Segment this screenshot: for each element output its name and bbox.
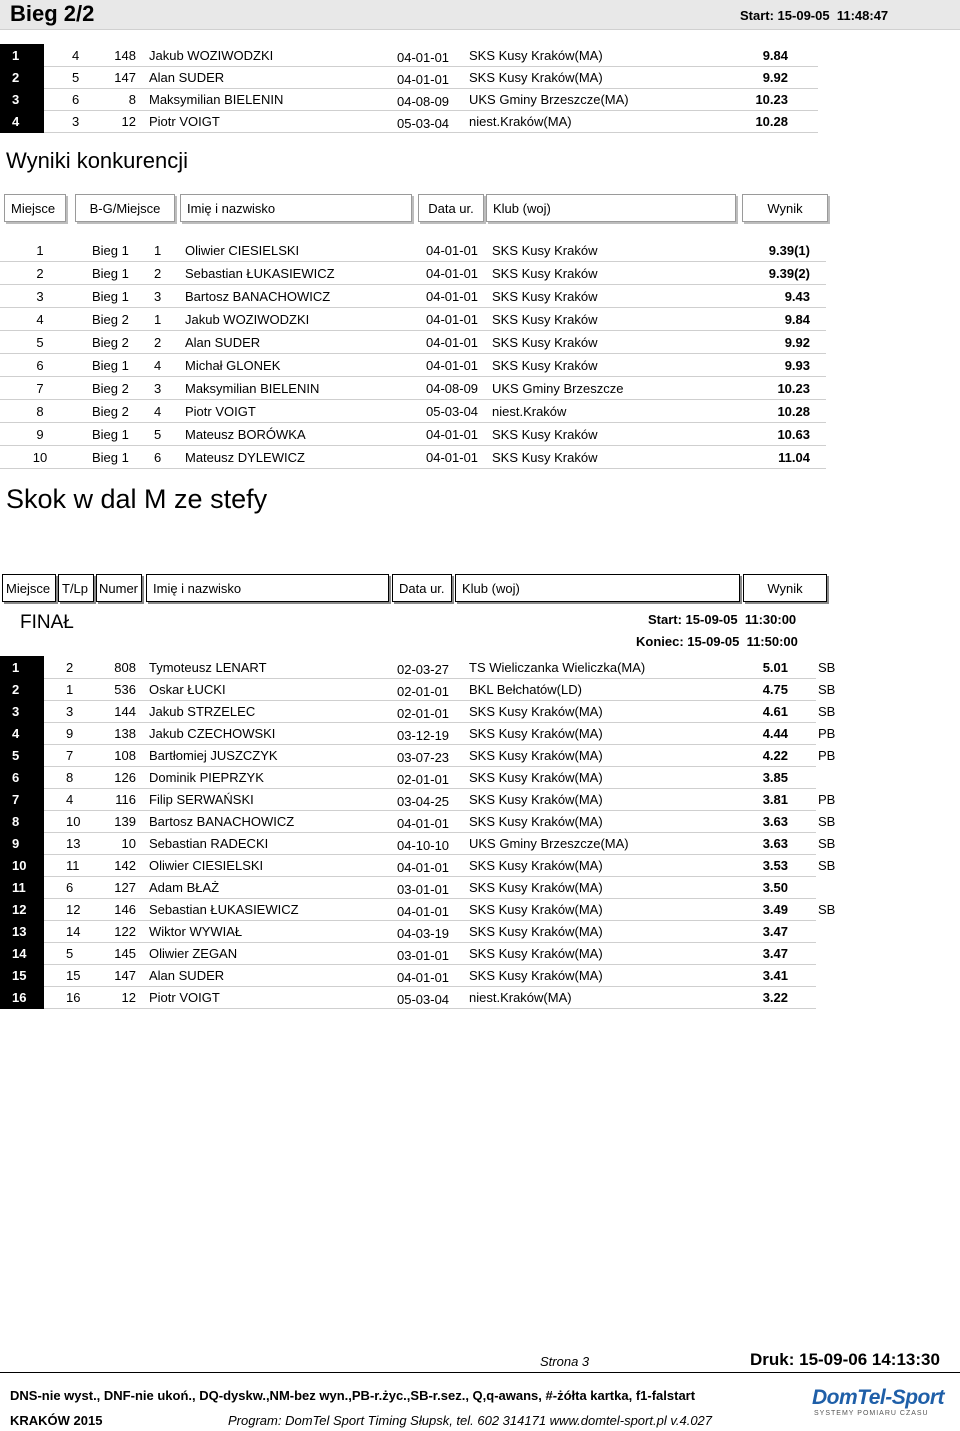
- record-note-cell: SB: [818, 858, 836, 873]
- col-header-club: Klub (woj): [486, 194, 736, 222]
- lj-header-club: Klub (woj): [455, 574, 740, 602]
- place-cell: 1: [36, 243, 44, 258]
- table-row: [0, 876, 816, 899]
- result-cell: 10.28: [755, 114, 788, 129]
- bib-cell: 139: [114, 814, 136, 829]
- dob-cell: 04-01-01: [397, 72, 450, 87]
- club-cell: SKS Kusy Kraków: [492, 358, 598, 373]
- dob-cell: 03-01-01: [397, 948, 450, 963]
- place-cell: 16: [0, 986, 44, 1009]
- club-cell: SKS Kusy Kraków: [492, 266, 598, 281]
- table-row: [0, 262, 826, 285]
- lj-header-number: Numer: [96, 574, 142, 602]
- lj-start-time: 11:30:00: [744, 612, 797, 627]
- heat-cell: Bieg 1: [92, 289, 129, 304]
- event-location: KRAKÓW 2015: [10, 1413, 103, 1428]
- club-cell: SKS Kusy Kraków: [492, 243, 598, 258]
- lane-cell: 6: [72, 92, 80, 107]
- name-cell: Dominik PIEPRZYK: [149, 770, 264, 785]
- result-cell: 4.61: [762, 704, 788, 719]
- heat-cell: Bieg 1: [92, 358, 129, 373]
- place-cell: 7: [0, 788, 44, 811]
- result-cell: 4.44: [762, 726, 788, 741]
- record-note-cell: SB: [818, 902, 836, 917]
- table-row: [0, 656, 836, 679]
- place-cell: 10: [0, 854, 44, 877]
- name-cell: Bartłomiej JUSZCZYK: [149, 748, 278, 763]
- club-cell: SKS Kusy Kraków(MA): [469, 946, 603, 961]
- heat-place-cell: 3: [154, 289, 162, 304]
- tlp-cell: 10: [66, 814, 81, 829]
- club-cell: SKS Kusy Kraków: [492, 450, 598, 465]
- dob-cell: 05-03-04: [426, 404, 479, 419]
- result-cell: 10.23: [777, 381, 810, 396]
- club-cell: SKS Kusy Kraków: [492, 289, 598, 304]
- place-cell: 1: [0, 656, 44, 679]
- dob-cell: 03-07-23: [397, 750, 450, 765]
- club-cell: niest.Kraków: [492, 404, 567, 419]
- bib-cell: 147: [114, 968, 136, 983]
- final-label: FINAŁ: [20, 612, 74, 633]
- heat-place-cell: 2: [154, 335, 162, 350]
- lj-start: [648, 612, 796, 627]
- result-cell: 3.81: [762, 792, 788, 807]
- table-row: [0, 354, 826, 377]
- result-cell: 3.47: [762, 946, 788, 961]
- place-cell: 3: [36, 289, 44, 304]
- dob-cell: 04-01-01: [426, 335, 479, 350]
- club-cell: niest.Kraków(MA): [469, 990, 572, 1005]
- name-cell: Bartosz BANACHOWICZ: [149, 814, 295, 829]
- result-cell: 4.75: [762, 682, 788, 697]
- record-note-cell: SB: [818, 836, 836, 851]
- name-cell: Alan SUDER: [185, 335, 261, 350]
- lane-cell: 5: [72, 70, 80, 85]
- dob-cell: 04-01-01: [426, 450, 479, 465]
- place-cell: 15: [0, 964, 44, 987]
- heat-start: [740, 8, 888, 23]
- record-note-cell: SB: [818, 660, 836, 675]
- name-cell: Piotr VOIGT: [149, 114, 220, 129]
- domtel-logo: [812, 1386, 952, 1426]
- result-cell: 9.93: [784, 358, 810, 373]
- bib-cell: 122: [114, 924, 136, 939]
- club-cell: SKS Kusy Kraków: [492, 427, 598, 442]
- name-cell: Maksymilian BIELENIN: [185, 381, 320, 396]
- lj-start-label: Start: 15-09-05: [648, 612, 738, 627]
- table-row: [0, 88, 818, 111]
- bib-cell: 12: [121, 114, 136, 129]
- bib-cell: 116: [115, 792, 136, 807]
- lj-header-tlp: T/Lp: [58, 574, 94, 602]
- club-cell: SKS Kusy Kraków(MA): [469, 902, 603, 917]
- place-cell: 5: [0, 744, 44, 767]
- club-cell: BKL Bełchatów(LD): [469, 682, 582, 697]
- name-cell: Adam BŁAŻ: [149, 880, 220, 895]
- record-note-cell: SB: [818, 682, 836, 697]
- print-date: Druk: 15-09-06 14:13:30: [750, 1350, 940, 1369]
- program-info: Program: DomTel Sport Timing Słupsk, tel. 602 314171 www.domtel-sport.pl v.4.027: [228, 1413, 713, 1428]
- result-cell: 10.63: [777, 427, 810, 442]
- lj-end-label: Koniec: 15-09-05: [636, 634, 740, 649]
- club-cell: UKS Gminy Brzeszcze: [492, 381, 624, 396]
- result-cell: 10.23: [755, 92, 788, 107]
- result-cell: 11.04: [778, 450, 810, 465]
- result-cell: 3.41: [762, 968, 788, 983]
- legend-text: DNS-nie wyst., DNF-nie ukoń., DQ-dyskw.,NM-bez wyn.,PB-r.życ.,SB-r.sez., Q,q-awans, #-żółta kartka, f1-falstart: [10, 1388, 696, 1403]
- bib-cell: 146: [114, 902, 136, 917]
- club-cell: UKS Gminy Brzeszcze(MA): [469, 836, 629, 851]
- lj-header-result: Wynik: [743, 574, 827, 602]
- result-cell: 10.28: [777, 404, 810, 419]
- name-cell: Jakub WOZIWODZKI: [149, 48, 274, 63]
- club-cell: SKS Kusy Kraków(MA): [469, 924, 603, 939]
- result-cell: 9.43: [784, 289, 810, 304]
- tlp-cell: 5: [66, 946, 74, 961]
- dob-cell: 05-03-04: [397, 992, 450, 1007]
- dob-cell: 02-01-01: [397, 772, 450, 787]
- table-row: [0, 722, 836, 745]
- name-cell: Piotr VOIGT: [185, 404, 256, 419]
- tlp-cell: 11: [66, 858, 80, 873]
- result-cell: 5.01: [762, 660, 788, 675]
- heat-cell: Bieg 1: [92, 427, 129, 442]
- dob-cell: 04-01-01: [426, 243, 479, 258]
- name-cell: Wiktor WYWIAŁ: [149, 924, 243, 939]
- place-cell: 6: [0, 766, 44, 789]
- heat-cell: Bieg 1: [92, 266, 129, 281]
- lj-header-place: Miejsce: [2, 574, 56, 602]
- tlp-cell: 4: [66, 792, 74, 807]
- logo-sub-text: SYSTEMY POMIARU CZASU: [814, 1410, 929, 1417]
- table-row: [0, 920, 816, 943]
- result-cell: 3.49: [762, 902, 788, 917]
- table-row: [0, 423, 826, 446]
- dob-cell: 04-01-01: [426, 289, 479, 304]
- name-cell: Maksymilian BIELENIN: [149, 92, 284, 107]
- tlp-cell: 1: [66, 682, 74, 697]
- place-cell: 11: [0, 876, 44, 899]
- tlp-cell: 9: [66, 726, 74, 741]
- result-cell: 3.63: [762, 836, 788, 851]
- name-cell: Piotr VOIGT: [149, 990, 220, 1005]
- result-cell: 4.22: [762, 748, 788, 763]
- result-cell: 3.53: [762, 858, 788, 873]
- name-cell: Tymoteusz LENART: [149, 660, 267, 675]
- place-cell: 5: [36, 335, 44, 350]
- result-cell: 3.50: [762, 880, 788, 895]
- club-cell: SKS Kusy Kraków(MA): [469, 792, 603, 807]
- record-note-cell: SB: [818, 704, 836, 719]
- name-cell: Mateusz BORÓWKA: [185, 427, 306, 442]
- club-cell: SKS Kusy Kraków(MA): [469, 748, 603, 763]
- heat-cell: Bieg 2: [92, 312, 129, 327]
- place-cell: 1: [0, 44, 44, 67]
- place-cell: 2: [0, 678, 44, 701]
- heat-cell: Bieg 2: [92, 335, 129, 350]
- table-row: [0, 285, 826, 308]
- place-cell: 14: [0, 942, 44, 965]
- dob-cell: 04-08-09: [426, 381, 479, 396]
- table-row: [0, 744, 836, 767]
- place-cell: 3: [0, 700, 44, 723]
- lj-header-dob: Data ur.: [392, 574, 452, 602]
- bib-cell: 808: [114, 660, 136, 675]
- heat-cell: Bieg 2: [92, 404, 129, 419]
- heat-place-cell: 6: [154, 450, 162, 465]
- place-cell: 8: [0, 810, 44, 833]
- dob-cell: 04-10-10: [397, 838, 450, 853]
- bib-cell: 536: [114, 682, 136, 697]
- heat-place-cell: 4: [154, 358, 162, 373]
- table-row: [0, 446, 826, 469]
- table-row: [0, 66, 818, 89]
- table-row: [0, 766, 816, 789]
- club-cell: SKS Kusy Kraków(MA): [469, 858, 603, 873]
- heat-place-cell: 1: [154, 312, 162, 327]
- dob-cell: 03-04-25: [397, 794, 450, 809]
- place-cell: 12: [0, 898, 44, 921]
- tlp-cell: 6: [66, 880, 74, 895]
- name-cell: Jakub CZECHOWSKI: [149, 726, 276, 741]
- name-cell: Sebastian RADECKI: [149, 836, 269, 851]
- place-cell: 10: [32, 450, 48, 465]
- table-row: [0, 986, 816, 1009]
- table-row: [0, 788, 836, 811]
- lane-cell: 4: [72, 48, 80, 63]
- table-row: [0, 239, 826, 262]
- name-cell: Sebastian ŁUKASIEWICZ: [185, 266, 335, 281]
- dob-cell: 03-12-19: [397, 728, 450, 743]
- name-cell: Oliwier ZEGAN: [149, 946, 238, 961]
- heat-place-cell: 4: [154, 404, 162, 419]
- club-cell: SKS Kusy Kraków(MA): [469, 814, 603, 829]
- heat-cell: Bieg 1: [92, 243, 129, 258]
- heat-place-cell: 2: [154, 266, 162, 281]
- bib-cell: 142: [114, 858, 136, 873]
- logo-main-text: DomTel-Sport: [812, 1386, 945, 1409]
- name-cell: Alan SUDER: [149, 968, 225, 983]
- result-cell: 3.47: [762, 924, 788, 939]
- club-cell: SKS Kusy Kraków(MA): [469, 70, 603, 85]
- dob-cell: 02-03-27: [397, 662, 450, 677]
- place-cell: 6: [36, 358, 44, 373]
- bib-cell: 148: [114, 48, 136, 63]
- name-cell: Jakub STRZELEC: [149, 704, 256, 719]
- result-cell: 3.63: [762, 814, 788, 829]
- heat-cell: Bieg 2: [92, 381, 129, 396]
- event-title: Skok w dal M ze stefy: [6, 484, 268, 514]
- page-header: [0, 0, 960, 30]
- result-cell: 9.92: [784, 335, 810, 350]
- name-cell: Mateusz DYLEWICZ: [185, 450, 305, 465]
- table-row: [0, 964, 816, 987]
- place-cell: 9: [36, 427, 44, 442]
- place-cell: 2: [0, 66, 44, 89]
- footer-rule: [0, 1372, 960, 1373]
- bib-cell: 126: [114, 770, 136, 785]
- dob-cell: 02-01-01: [397, 706, 450, 721]
- name-cell: Alan SUDER: [149, 70, 225, 85]
- heat-place-cell: 3: [154, 381, 162, 396]
- result-cell: 9.39(2): [768, 266, 810, 281]
- name-cell: Bartosz BANACHOWICZ: [185, 289, 331, 304]
- page-title: Bieg 2/2: [10, 1, 95, 26]
- club-cell: SKS Kusy Kraków(MA): [469, 770, 603, 785]
- club-cell: TS Wieliczanka Wieliczka(MA): [469, 660, 646, 675]
- result-cell: 3.22: [762, 990, 788, 1005]
- bib-cell: 145: [114, 946, 136, 961]
- place-cell: 8: [36, 404, 44, 419]
- dob-cell: 04-01-01: [397, 50, 450, 65]
- dob-cell: 04-01-01: [397, 970, 450, 985]
- bib-cell: 8: [128, 92, 136, 107]
- place-cell: 2: [36, 266, 44, 281]
- table-row: [0, 810, 836, 833]
- lane-cell: 3: [72, 114, 80, 129]
- bib-cell: 108: [114, 748, 136, 763]
- result-cell: 9.84: [784, 312, 810, 327]
- heat-start-time: 11:48:47: [836, 8, 889, 23]
- table-row: [0, 308, 826, 331]
- dob-cell: 05-03-04: [397, 116, 450, 131]
- heat-place-cell: 1: [154, 243, 162, 258]
- lj-end-time: 11:50:00: [746, 634, 798, 649]
- name-cell: Oskar ŁUCKI: [149, 682, 226, 697]
- record-note-cell: SB: [818, 814, 836, 829]
- competition-title: Wyniki konkurencji: [6, 148, 188, 173]
- dob-cell: 04-01-01: [426, 266, 479, 281]
- club-cell: niest.Kraków(MA): [469, 114, 572, 129]
- heat-start-label: Start: 15-09-05: [740, 8, 830, 23]
- col-header-heat: B-G/Miejsce: [75, 194, 175, 222]
- lj-header-name: Imię i nazwisko: [146, 574, 389, 602]
- dob-cell: 04-01-01: [397, 860, 450, 875]
- heat-place-cell: 5: [154, 427, 162, 442]
- name-cell: Oliwier CIESIELSKI: [185, 243, 300, 258]
- record-note-cell: PB: [818, 726, 836, 741]
- club-cell: SKS Kusy Kraków(MA): [469, 968, 603, 983]
- bib-cell: 127: [114, 880, 136, 895]
- record-note-cell: PB: [818, 792, 836, 807]
- tlp-cell: 2: [66, 660, 74, 675]
- lj-end: [636, 634, 798, 649]
- table-row: [0, 400, 826, 423]
- club-cell: SKS Kusy Kraków(MA): [469, 726, 603, 741]
- place-cell: 3: [0, 88, 44, 111]
- dob-cell: 04-01-01: [426, 358, 479, 373]
- dob-cell: 04-03-19: [397, 926, 450, 941]
- club-cell: SKS Kusy Kraków(MA): [469, 880, 603, 895]
- place-cell: 7: [36, 381, 44, 396]
- col-header-place: Miejsce: [4, 194, 66, 222]
- table-row: [0, 377, 826, 400]
- record-note-cell: PB: [818, 748, 836, 763]
- heat-cell: Bieg 1: [92, 450, 129, 465]
- dob-cell: 04-08-09: [397, 94, 450, 109]
- result-cell: 9.84: [762, 48, 788, 63]
- tlp-cell: 3: [66, 704, 74, 719]
- name-cell: Jakub WOZIWODZKI: [185, 312, 310, 327]
- place-cell: 4: [0, 110, 44, 133]
- bib-cell: 144: [114, 704, 136, 719]
- table-row: [0, 942, 816, 965]
- club-cell: SKS Kusy Kraków: [492, 312, 598, 327]
- club-cell: UKS Gminy Brzeszcze(MA): [469, 92, 629, 107]
- bib-cell: 12: [121, 990, 136, 1005]
- name-cell: Michał GLONEK: [185, 358, 281, 373]
- place-cell: 9: [0, 832, 44, 855]
- bib-cell: 10: [121, 836, 136, 851]
- club-cell: SKS Kusy Kraków(MA): [469, 48, 603, 63]
- col-header-dob: Data ur.: [418, 194, 484, 222]
- dob-cell: 04-01-01: [397, 816, 450, 831]
- table-row: [0, 110, 818, 133]
- table-row: [0, 898, 836, 921]
- place-cell: 13: [0, 920, 44, 943]
- bib-cell: 138: [114, 726, 136, 741]
- tlp-cell: 8: [66, 770, 74, 785]
- dob-cell: 04-01-01: [426, 427, 479, 442]
- name-cell: Sebastian ŁUKASIEWICZ: [149, 902, 299, 917]
- place-cell: 4: [0, 722, 44, 745]
- dob-cell: 02-01-01: [397, 684, 450, 699]
- result-cell: 3.85: [762, 770, 788, 785]
- dob-cell: 03-01-01: [397, 882, 450, 897]
- table-row: [0, 678, 836, 701]
- name-cell: Filip SERWAŃSKI: [149, 792, 254, 807]
- result-cell: 9.39(1): [768, 243, 810, 258]
- tlp-cell: 7: [66, 748, 74, 763]
- tlp-cell: 13: [66, 836, 81, 851]
- tlp-cell: 14: [66, 924, 81, 939]
- name-cell: Oliwier CIESIELSKI: [149, 858, 264, 873]
- tlp-cell: 12: [66, 902, 81, 917]
- place-cell: 4: [36, 312, 44, 327]
- club-cell: SKS Kusy Kraków(MA): [469, 704, 603, 719]
- page-number: Strona 3: [540, 1354, 590, 1369]
- table-row: [0, 832, 836, 855]
- table-row: [0, 331, 826, 354]
- club-cell: SKS Kusy Kraków: [492, 335, 598, 350]
- table-row: [0, 700, 836, 723]
- dob-cell: 04-01-01: [397, 904, 450, 919]
- result-cell: 9.92: [762, 70, 788, 85]
- col-header-result: Wynik: [742, 194, 828, 222]
- col-header-name: Imię i nazwisko: [180, 194, 412, 222]
- table-row: [0, 854, 836, 877]
- tlp-cell: 15: [66, 968, 81, 983]
- tlp-cell: 16: [66, 990, 81, 1005]
- bib-cell: 147: [114, 70, 136, 85]
- table-row: [0, 44, 818, 67]
- dob-cell: 04-01-01: [426, 312, 479, 327]
